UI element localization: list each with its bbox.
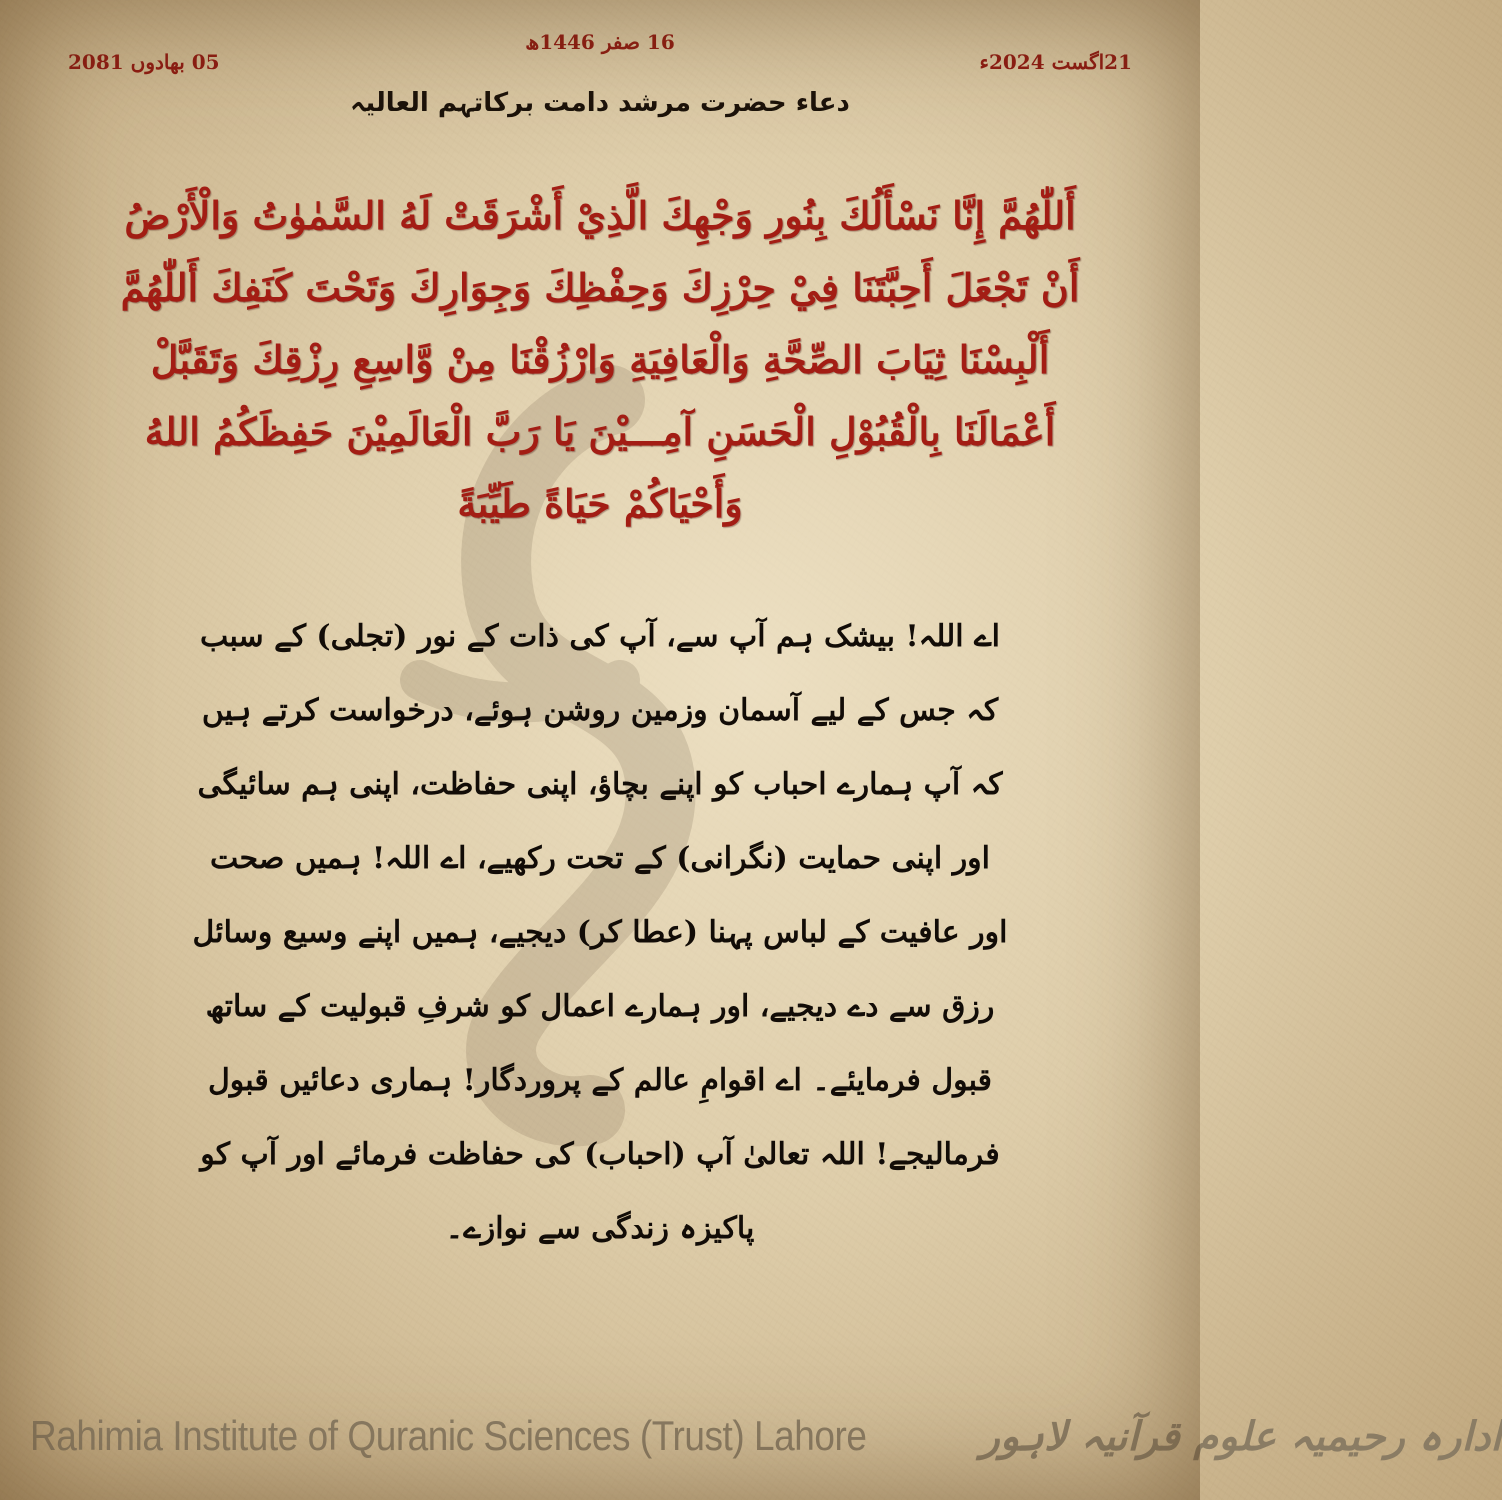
- urdu-translation-text: اے اللہ! بیشک ہم آپ سے، آپ کی ذات کے نور (تجلی) کے سبب کہ جس کے لیے آسمان وزمین روشن ہوئے، درخواست کرتے ہیں کہ آپ ہمارے احباب کو اپنے بچاؤ، اپنی حفاظت، اپنی ہم سائیگی اور اپنی حمایت (نگرانی) کے تحت رکھیے، اے اللہ! ہمیں صحت اور عافیت کے لباس پہنا (عطا کر) دیجیے، ہمیں اپنے وسیع وسائل رزق سے دے دیجیے، اور ہمارے اعمال کو شرفِ قبولیت کے ساتھ قبول فرمایئے۔ اے اقوامِ عالم کے پروردگار! ہماری دعائیں قبول فرمالیجے! اللہ تعالیٰ آپ (احباب) کی حفاظت فرمائے اور آپ کو پاکیزہ زندگی سے نوازے۔: [192, 619, 1008, 1246]
- page-title: دعاء حضرت مرشد دامت برکاتہم العالیہ: [350, 88, 850, 118]
- footer: [30, 1400, 1502, 1472]
- institute-urdu-logo: ادارہ رحیمیہ علوم قرآنیہ لاہور: [980, 1412, 1502, 1460]
- gregorian-date: 21اگست 2024ء: [979, 50, 1132, 74]
- bikrami-date: 05 بھادوں 2081: [68, 50, 220, 74]
- hijri-date: 16 صفر 1446ھ: [525, 30, 675, 54]
- institute-english-name: Rahimia Institute of Quranic Sciences (Trust) Lahore: [30, 1412, 867, 1459]
- arabic-dua-text: أَللّٰهُمَّ إِنَّا نَسْأَلُكَ بِنُورِ وَجْهِكَ الَّذِيْ أَشْرَقَتْ لَهُ السَّمٰوٰتُ وَالْأَرْضُ أَنْ تَجْعَلَ أَحِبَّتَنَا فِيْ حِرْزِكَ وَحِفْظِكَ وَجِوَارِكَ وَتَحْتَ كَنَفِكَ أَللّٰهُمَّ أَلْبِسْنَا ثِيَابَ الصِّحَّةِ وَالْعَافِيَةِ وَارْزُقْنَا مِنْ وَّاسِعِ رِزْقِكَ وَتَقَبَّلْ أَعْمَالَنَا بِالْقُبُوْلِ الْحَسَنِ آمِـــيْنَ يَا رَبَّ الْعَالَمِيْنَ حَفِظَكُمُ اللهُ وَأَحْيَاكُمْ حَيَاةً طَيِّبَةً: [120, 193, 1080, 526]
